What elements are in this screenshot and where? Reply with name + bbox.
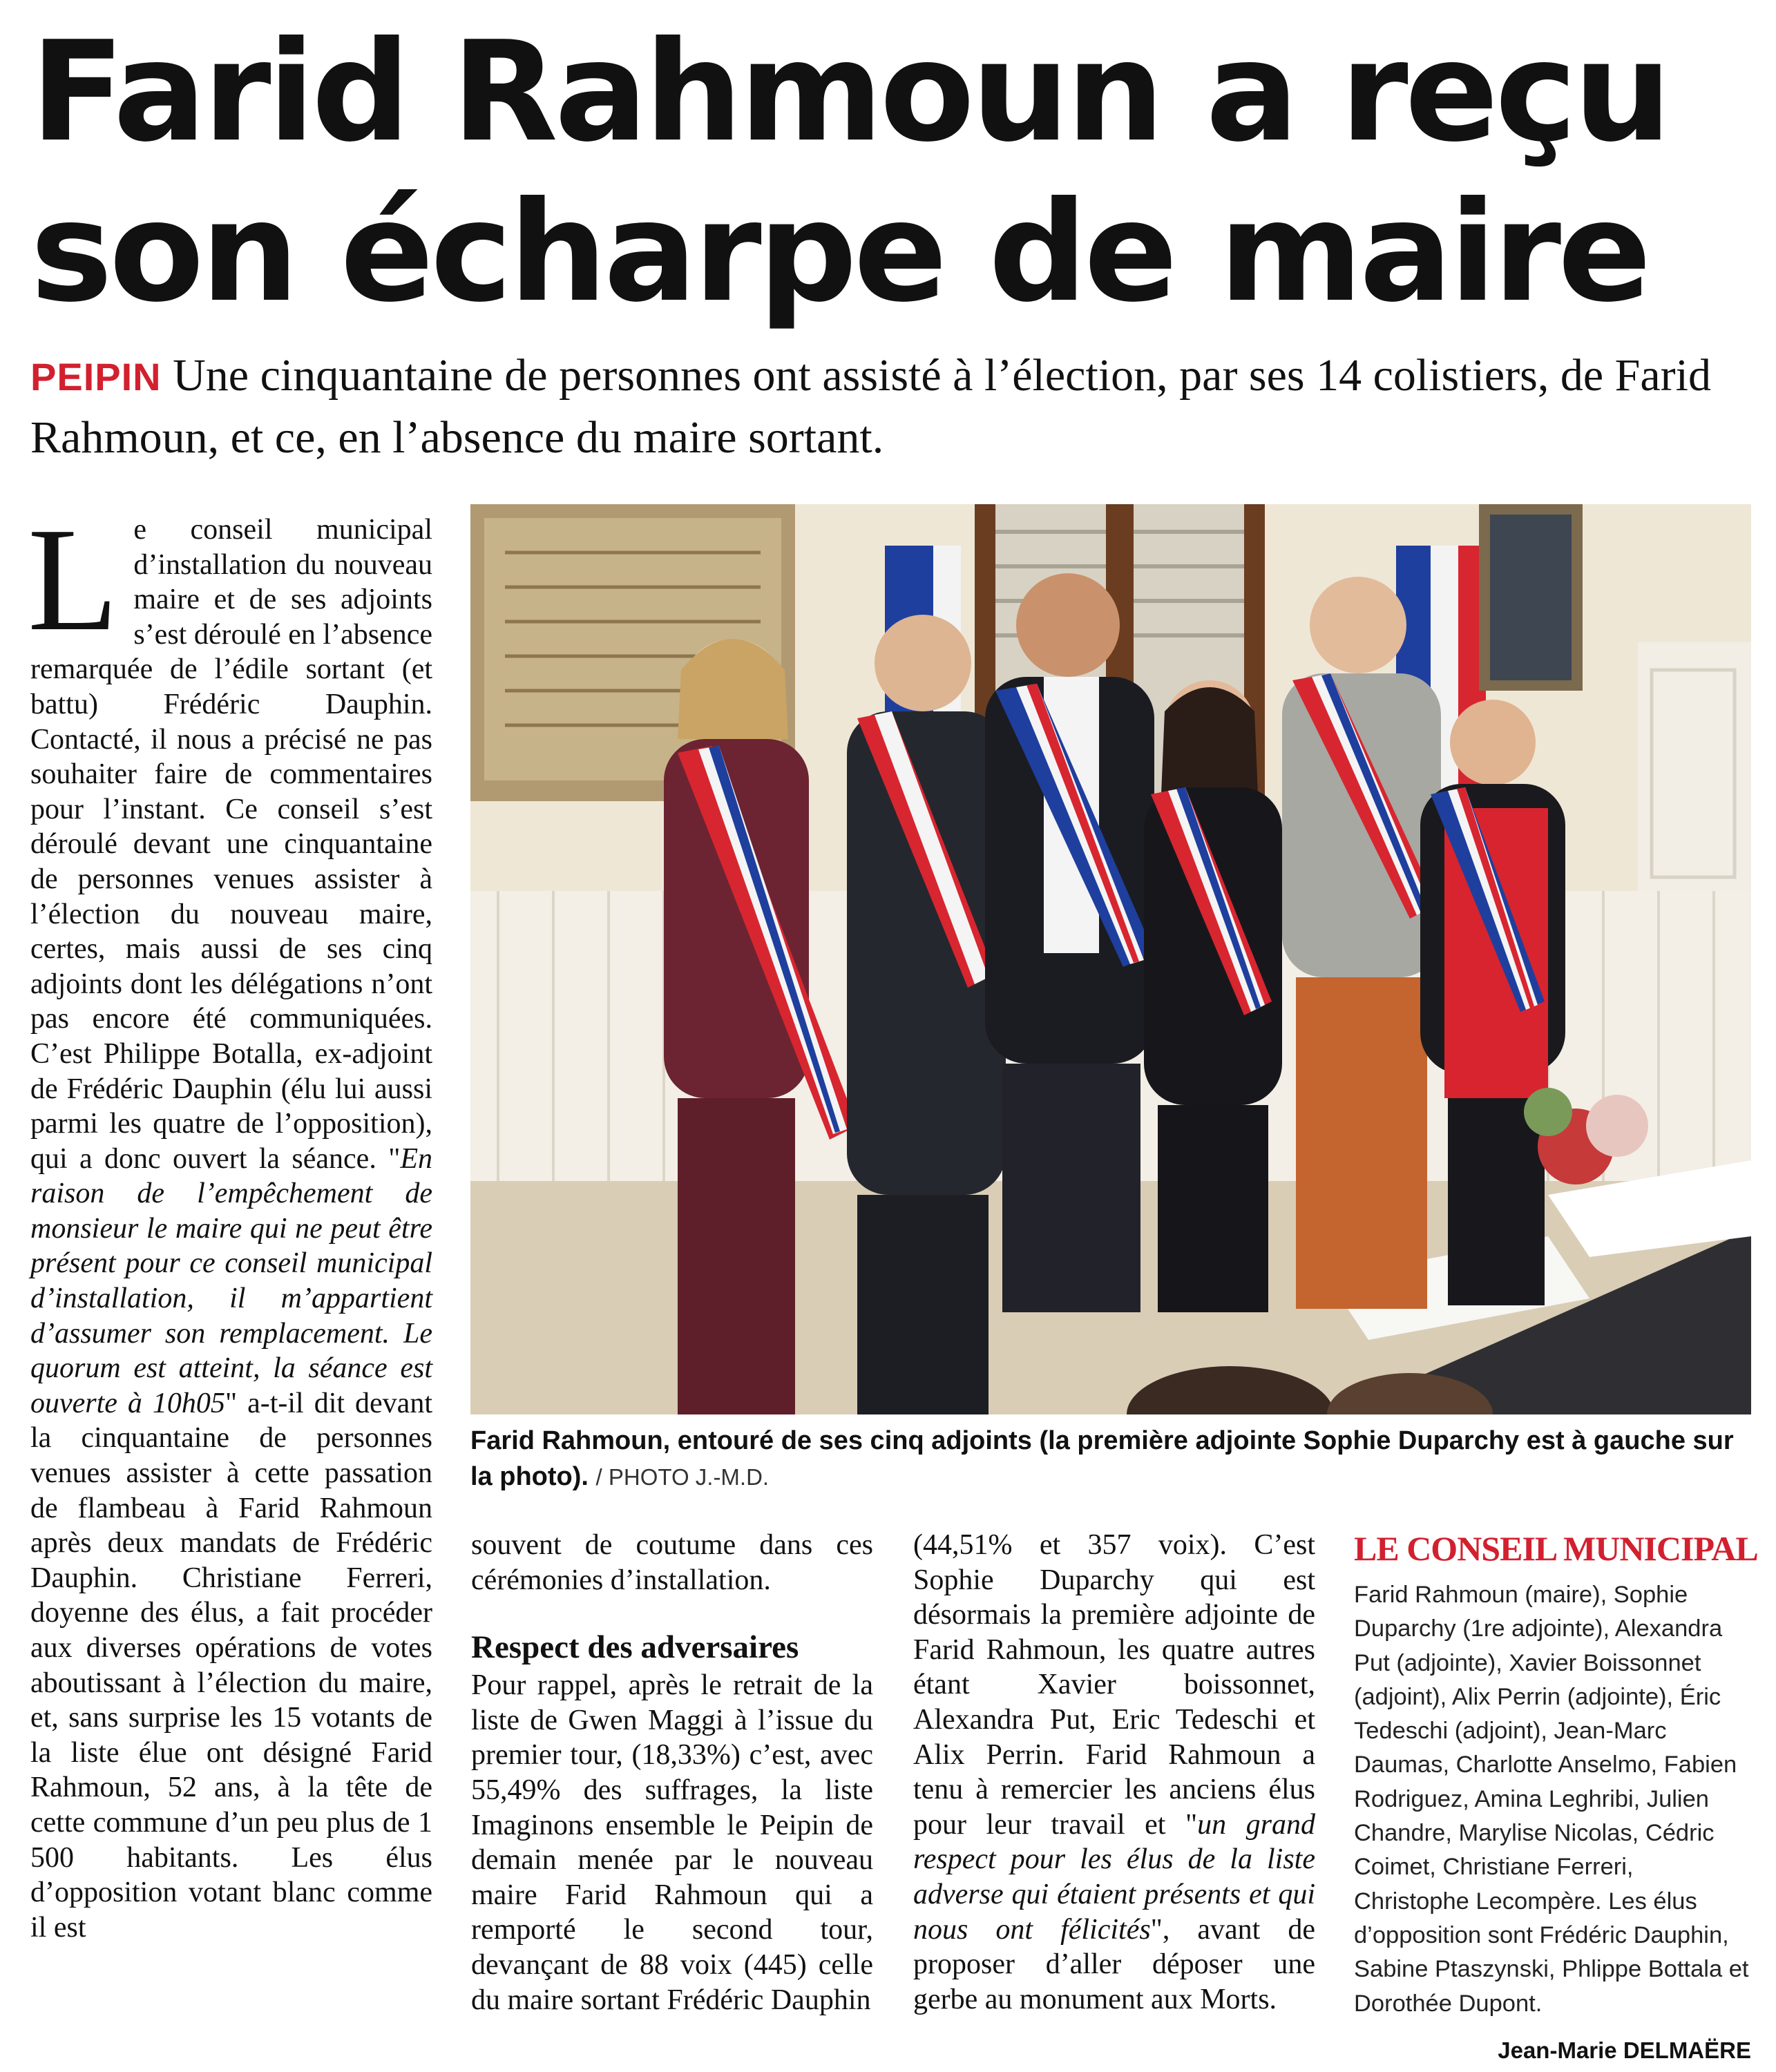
photo-credit: / PHOTO J.-M.D. — [595, 1464, 770, 1490]
article-text-col3-end: ", avant de proposer d’aller déposer une gerbe au monument aux Morts. — [913, 1913, 1315, 2015]
article-text-continued: " a-t-il dit devant la cinquantaine de personnes venues assister à cette passation de flambeau à Farid Rahmoun après deux mandats de Frédéric Dauphin. Christiane Ferreri, doyenne des élus, a fait procéder aux diverses opérations de votes aboutissant à l’élection du maire, et, sans surprise les 15 votants de la liste élue ont désigné Farid Rahmoun, 52 ans, à la tête de cette commune d’un peu plus de 1 500 habitants. Les élus d’opposition votant blanc comme il est — [30, 1387, 432, 1944]
location-kicker: PEIPIN — [30, 355, 162, 399]
article-text-col2-b: Pour rappel, après le retrait de la liste de Gwen Maggi à l’issue du premier tour, (18,33%) c’est, avec 55,49% des suffrages, la liste Imaginons ensemble le Peipin de demain menée par le nouveau maire Farid Rahmoun qui a remporté le second tour, devançant de 88 voix (445) celle du maire sortant Frédéric Dauphin — [471, 1669, 873, 2016]
standfirst-text: Une cinquantaine de personnes ont assisté à l’élection, par ses 14 colistiers, de Farid Rahmoun, et ce, en l’absence du maire sortant. — [30, 350, 1711, 463]
headline — [30, 12, 1744, 333]
group-photo — [470, 504, 1751, 1414]
article-quote-col3: un grand respect pour les élus de la liste adverse qui étaient présents et qui nous ont félicités — [913, 1808, 1315, 1946]
article-column-1 — [28, 497, 432, 1945]
drop-cap: L — [28, 497, 119, 662]
standfirst — [30, 345, 1744, 468]
headline-line-1: Farid Rahmoun a reçu — [30, 12, 1669, 173]
article-text-col3: (44,51% et 357 voix). C’est Sophie Duparchy qui est désormais la première adjointe de Farid Rahmoun, les quatre autres étant Xavier boissonnet, Alexandra Put, Eric Tedeschi et Alix Perrin. Farid Rahmoun a tenu à remercier les anciens élus pour leur travail et " — [913, 1529, 1315, 1841]
article-column-2 — [471, 1528, 873, 2017]
sidebar-text: Farid Rahmoun (maire), Sophie Duparchy (1re adjointe), Alexandra Put (adjointe), Xavier Boissonnet (adjoint), Alix Perrin (adjointe), Éric Tedeschi (adjoint), Jean-Marc Daumas, Charlotte Anselmo, Fabien Rodriguez, Amina Leghribi, Julien Chandre, Marylise Nicolas, Cédric Coimet, Christiane Ferreri, Christophe Lecompère. Les élus d’opposition sont Frédéric Dauphin, Sabine Ptaszynski, Phlippe Bottala et Dorothée Dupont. — [1354, 1582, 1749, 2017]
article-text-col2: souvent de coutume dans ces cérémonies d’installation. — [471, 1529, 873, 1596]
sidebar-title: LE CONSEIL MUNICIPAL — [1354, 1529, 1758, 1568]
headline-line-2: son écharpe de maire — [30, 172, 1648, 333]
article-text: e conseil municipal d’installation du nouveau maire et de ses adjoints s’est déroulé en l’absence remarquée de l’édile sortant (et battu) Frédéric Dauphin. Contacté, il nous a précisé ne pas souhaiter faire de commentaires pour l’instant. Ce conseil s’est déroulé devant une cinquantaine de personnes venues assister à l’élection du nouveau maire, certes, mais aussi de ses cinq adjoints dont les délégations n’ont pas encore été communiquées. C’est Philippe Botalla, ex-adjoint de Frédéric Dauphin (élu lui aussi parmi les quatre de l’opposition), qui a donc ouvert la séance. " — [30, 514, 432, 1175]
article-quote: En raison de l’empêchement de monsieur le maire qui ne peut être présent pour ce conseil municipal d’installation, il m’appartient d’assumer son remplacement. Le quorum est atteint, la séance est ouverte à 10h05 — [30, 1142, 432, 1419]
caption-text: Farid Rahmoun, entouré de ses cinq adjoints (la première adjointe Sophie Duparchy est à gauche sur la photo). — [470, 1426, 1734, 1491]
article-subhead: Respect des adversaires — [471, 1629, 799, 1666]
article-column-3 — [913, 1528, 1315, 2017]
photo-caption — [470, 1423, 1751, 1495]
author-byline: Jean-Marie DELMAËRE — [1498, 2037, 1751, 2063]
